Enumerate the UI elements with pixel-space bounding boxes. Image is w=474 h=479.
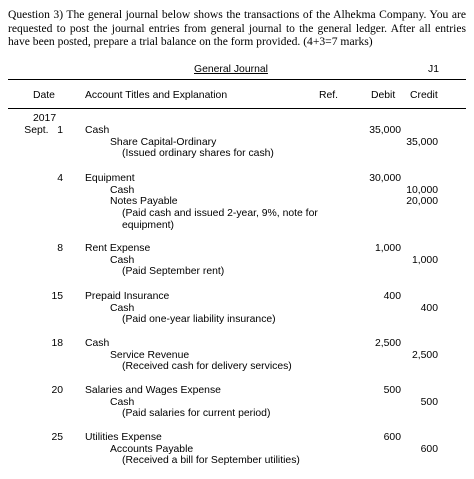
credit-amount: 1,000 <box>411 254 438 266</box>
credit-account: Cash <box>110 396 135 408</box>
credit-account: Cash <box>110 184 135 196</box>
credit-account: Service Revenue <box>110 349 190 361</box>
entry-date: 25 <box>51 432 63 443</box>
credit-account: Share Capital-Ordinary <box>110 136 217 148</box>
journal-page-ref: J1 <box>428 64 439 75</box>
entry-explanation-cont: equipment) <box>122 219 174 231</box>
entry-date: 18 <box>51 338 63 349</box>
debit-amount: 400 <box>383 291 401 302</box>
debit-account: Rent Expense <box>85 243 151 254</box>
entry-explanation: (Paid cash and issued 2-year, 9%, note for <box>122 208 318 220</box>
debit-account: Equipment <box>85 173 135 184</box>
entry-date: 8 <box>57 243 63 254</box>
credit-account: Notes Payable <box>110 196 178 208</box>
debit-amount: 30,000 <box>369 173 401 184</box>
credit-account: Accounts Payable <box>110 443 194 455</box>
credit-amount: 35,000 <box>406 136 438 148</box>
credit-amount: 10,000 <box>406 184 438 196</box>
entry-explanation: (Received cash for delivery services) <box>122 361 292 373</box>
debit-account: Cash <box>85 338 110 349</box>
debit-amount: 500 <box>383 385 401 396</box>
header-account: Account Titles and Explanation <box>85 90 228 101</box>
credit-amount: 2,500 <box>411 349 438 361</box>
question-text: Question 3) The general journal below shows the transactions of the Alhekma Company. You are requested to post the journal entries from general journal to the general ledger. After all entries have been posted, prepare a trial balance on the form provided. (4+3=7 marks) <box>8 8 466 49</box>
journal-title: General Journal <box>194 64 268 75</box>
entry-date: 4 <box>57 173 63 184</box>
header-date: Date <box>33 90 55 101</box>
credit-account: Cash <box>110 302 135 314</box>
credit-amount: 400 <box>420 302 438 314</box>
header-top-rule <box>8 79 466 80</box>
credit-amount: 600 <box>420 443 438 455</box>
entry-explanation: (Paid one-year liability insurance) <box>122 314 276 326</box>
debit-amount: 1,000 <box>374 243 401 254</box>
credit-account: Cash <box>110 254 135 266</box>
entry-date: 20 <box>51 385 63 396</box>
entry-explanation: (Issued ordinary shares for cash) <box>122 148 274 160</box>
credit-amount: 20,000 <box>406 196 438 208</box>
credit-amount: 500 <box>420 396 438 408</box>
debit-account: Prepaid Insurance <box>85 291 170 302</box>
entry-explanation: (Paid September rent) <box>122 266 225 278</box>
journal-year: 2017 <box>33 113 57 124</box>
debit-amount: 35,000 <box>369 125 401 136</box>
debit-account: Salaries and Wages Expense <box>85 385 221 396</box>
entry-explanation: (Received a bill for September utilities) <box>122 455 300 467</box>
debit-amount: 600 <box>383 432 401 443</box>
entry-date: 15 <box>51 291 63 302</box>
header-bottom-rule <box>8 108 466 109</box>
header-credit: Credit <box>410 90 438 101</box>
debit-account: Cash <box>85 125 110 136</box>
entry-date: Sept. 1 <box>24 125 63 136</box>
header-debit: Debit <box>371 90 396 101</box>
entry-explanation: (Paid salaries for current period) <box>122 408 271 420</box>
header-ref: Ref. <box>319 90 339 101</box>
debit-account: Utilities Expense <box>85 432 162 443</box>
debit-amount: 2,500 <box>374 338 401 349</box>
